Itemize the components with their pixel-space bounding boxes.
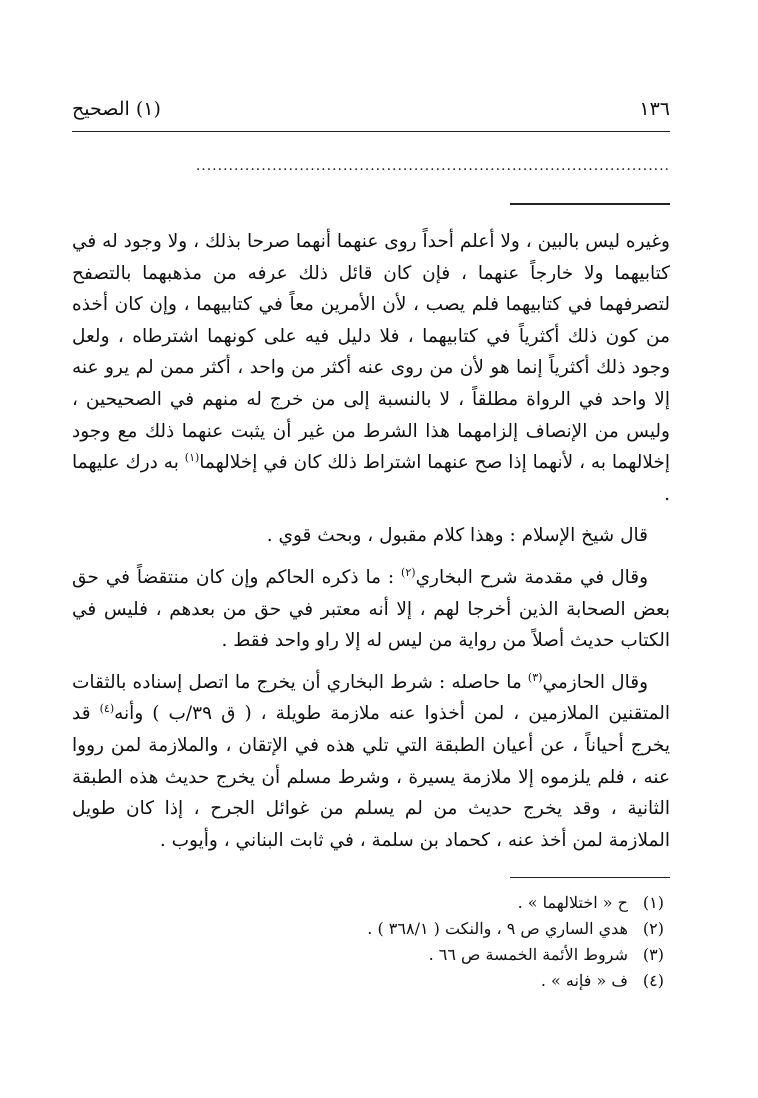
paragraph [72,562,670,657]
paragraph-text: وقال في مقدمة شرح البخاري [415,566,648,588]
footnote-ref[interactable]: (١) [184,451,200,464]
paragraph-text: به درك عليهما . [72,452,670,505]
paragraph [72,520,670,552]
running-title: (١) الصحيح [72,98,161,120]
paragraph-text: قال شيخ الإسلام : وهذا كلام مقبول ، وبحث قوي . [266,525,648,547]
footnote [72,890,670,916]
paragraph [72,667,670,857]
paragraph [72,226,670,510]
footnote-number: (٤) [642,971,664,990]
footnote-number: (١) [642,893,664,912]
footnote-number: (٣) [642,945,664,964]
footnote-ref[interactable]: (٤) [99,702,115,716]
main-text [72,226,670,866]
page-number: ١٣٦ [639,98,670,120]
header-rule [72,131,670,132]
footnote-text: ف « فإنه » . [540,971,628,990]
footnote-rule [510,877,670,878]
paragraph-text: ما حاصله : شرط البخاري أن يخرج ما اتصل إسناده بالثقات المتقنين الملازمين ، لمن أخذوا عنه ملازمة طويلة ، ( ق ٣٩/ب ) وأنه [72,671,670,725]
paragraph-text: وغيره ليس بالبين ، ولا أعلم أحداً روى عنهما أنهما صرحا بذلك ، ولا وجود له في كتابيهما ولا خارجاً عنهما ، فإن كان قائل ذلك عرفه من مذهبهما بالتصفح لتصرفهما في كتابيهما فلم يصب ، لأن الأمرين معاً في كتابيهما ، وإن كان أخذه من كون ذلك أكثرياً في كتابيهما ، فلا دليل فيه على كونهما اشترطاه ، ولعل وجود ذلك أكثرياً إنما هو لأن من روى عنه أكثر من واحد ، أكثر ممن لم يرو عنه إلا واحد في الرواة مطلقاً ، لا بالنسبة إلى من خرج له منهم في الصحيحين ، وليس من الإنصاف إلزامهما هذا الشرط من غير أن يثبت عنهما ذلك مع وجود إخلالهما به ، لأنهما إذا صح عنهما اشتراط ذلك كان في إخلالهما [72,231,671,474]
footnote-text: هدي الساري ص ٩ ، والنكت ( ٣٦٨/١ ) . [367,919,628,938]
dotted-line: ....................................................................................... [195,158,670,174]
paragraph-text: : ما ذكره الحاكم وإن كان منتقضاً في حق بعض الصحابة الذين أخرجا لهم ، إلا أنه معتبر في حق من بعدهم ، فليس في الكتاب حديث أصلاً من رواية من ليس له إلا راو واحد فقط . [72,566,670,652]
footnote [72,916,670,942]
footnotes [72,890,670,994]
footnote-text: ح « اختلالهما » . [517,893,628,912]
paragraph-text: وقال الحازمي [542,671,649,693]
footnote-ref[interactable]: (٢) [401,565,416,579]
paragraph-text: قد يخرج أحياناً ، عن أعيان الطبقة التي تلي هذه في الإتقان ، والملازمة لمن رووا عنه ، فلم يلزموه إلا ملازمة يسيرة ، وشرط مسلم أن يخرج حديث هذه الطبقة الثانية ، وقد يخرج حديث من لم يسلم من غوائل الجرح ، إذا كان طويل الملازمة لمن أخذ عنه ، كحماد بن سلمة ، في ثابت البناني ، وأيوب . [72,703,670,851]
footnote-number: (٢) [642,919,664,938]
footnote-text: شروط الأئمة الخمسة ص ٦٦ . [428,945,628,964]
section-rule [510,203,670,205]
footnote [72,942,670,968]
page-header [72,98,670,124]
footnote [72,968,670,994]
footnote-ref[interactable]: (٣) [527,670,543,684]
